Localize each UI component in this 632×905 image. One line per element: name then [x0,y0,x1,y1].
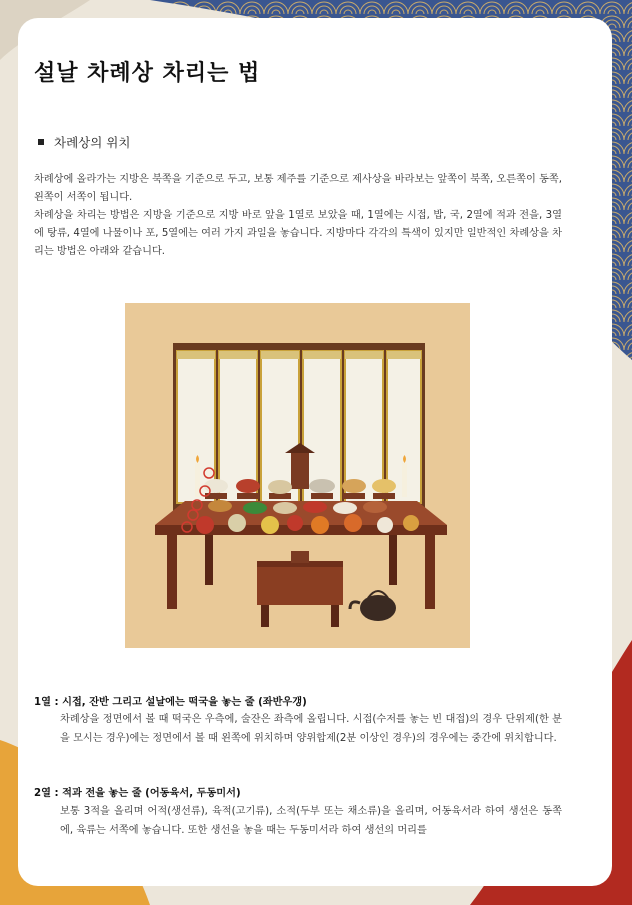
row-2-title: 2열 : 적과 전을 놓는 줄 (어동육서, 두동미서) [34,788,241,799]
square-bullet-icon [38,139,44,145]
page-title: 설날 차례상 차리는 법 [34,61,261,86]
section-heading [38,133,130,151]
intro-paragraph-2: 차례상을 차리는 방법은 지방을 기준으로 지방 바로 앞을 1열로 보았을 때, 1열에는 시접, 밥, 국, 2열에 적과 전을, 3열에 탕류, 4열에 나물이나 포, 5열에는 여러 가지 과일을 놓습니다. 지방마다 각각의 특색이 있지만 일반적인 차례상을 차리는 방법은 아래와 같습니다. [34,210,562,257]
section-heading-label: 차례상의 위치 [54,135,131,150]
row-1-title: 1열 : 시접, 잔반 그리고 설날에는 떡국을 놓는 줄 (좌반우갱) [34,697,307,708]
row-2-body: 보통 3적을 올리며 어적(생선류), 육적(고기류), 소적(두부 또는 채소류)을 올리며, 어동육서라 하여 생선은 동쪽에, 육류는 서쪽에 놓습니다. 또한 생선을 놓을 때는 두동미서라 하여 생선의 머리를 [60,806,562,836]
ritual-table-illustration [125,303,470,648]
intro-paragraph-1: 차례상에 올라가는 지방은 북쪽을 기준으로 두고, 보통 제주를 기준으로 제사상을 바라보는 앞쪽이 북쪽, 오른쪽이 동쪽, 왼쪽이 서쪽이 됩니다. [34,174,562,203]
row-1-body: 차례상을 정면에서 볼 때 떡국은 우측에, 술잔은 좌측에 올립니다. 시접(수저를 놓는 빈 대접)의 경우 단위제(한 분을 모시는 경우)에는 정면에서 볼 때 왼쪽에 위치하며 양위합제(2분 이상인 경우)의 경우에는 중간에 위치합니다. [60,714,562,744]
